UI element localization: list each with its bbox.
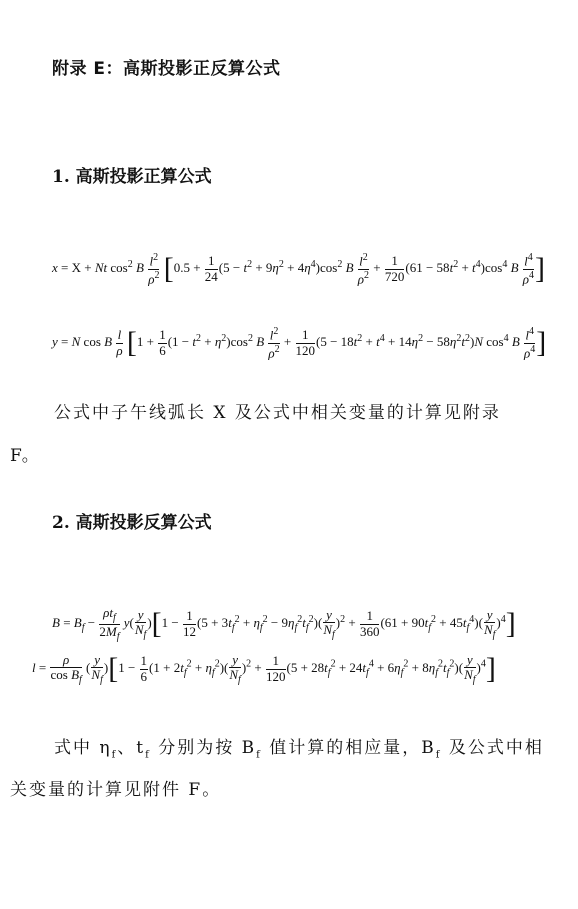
section-2-heading: 2. 高斯投影反算公式 [52,513,212,533]
note-2-line-1: 式中 $\eta_f$、$t_f$ 分别为按 $B_f$ 值计算的相应量，$B_f$ 及公式中相 [54,738,544,761]
note-1-line-2: F。 [10,446,39,466]
formula-y: y = N cos B $\frac{l}{\rho}$ [1 + $\frac{1}{6}$ $(1 - t^2 + \eta^2)\cos^2$ B $\frac{l^2}{\rho^2}$ + $\frac{1}{120}$ $(5 - 18t^2 + t^4 + 14\eta^2 - 58\eta^2t^2)N$ $\cos^4 B$ $\frac{l^4}{\rho^4}$ ] [52,326,547,360]
section-1-heading: 1. 高斯投影正算公式 [52,167,212,187]
note-2-line-2: 关变量的计算见附件 F。 [10,780,222,800]
appendix-title: 附录 E：高斯投影正反算公式 [52,59,281,79]
note-1-line-1: 公式中子午线弧长 X 及公式中相关变量的计算见附录 [54,403,501,423]
formula-x: x = X + Nt $\cos^2 B$ $\frac{l^2}{\rho^2}$ [0.5 + $\frac{1}{24}$ $(5 - t^2 + 9\eta^2 + 4\eta^4)\cos^2$ B $\frac{l^2}{\rho^2}$ + $\frac{1}{720}$ $(61 - 58t^2 + t^4)\cos^4$ B $\frac{l^4}{\rho^4}$ ] [52,252,546,286]
formula-l: l = $\frac{\rho}{\cos B_f}$ ( $\frac{y}{N_f}$ )[1 − $\frac{1}{6}$ $(1 + 2t_f^2 + \eta_f^2)$( $\frac{y}{N_f}$ )$^2$ + $\frac{1}{120}$ $(5 + 28t_f^2 + 24t_f^4 + 6\eta_f^2 + 8\eta_f^2t_f^2)$( $\frac{y}{N_f}$ )$^4$] [32,651,496,686]
formula-B: $B = B_f$ − $\frac{\rho t_f}{2M_f}$ y( $\frac{y}{N_f}$ )[1 − $\frac{1}{12}$ $(5 + 3t_f^2 + \eta_f^2 - 9\eta_f^2t_f^2)$( $\frac{y}{N_f}$ )$^2$ + $\frac{1}{360}$ $(61 + 90t_f^2 + 45t_f^4)$( $\frac{y}{N_f}$ )$^4$] [52,605,516,643]
